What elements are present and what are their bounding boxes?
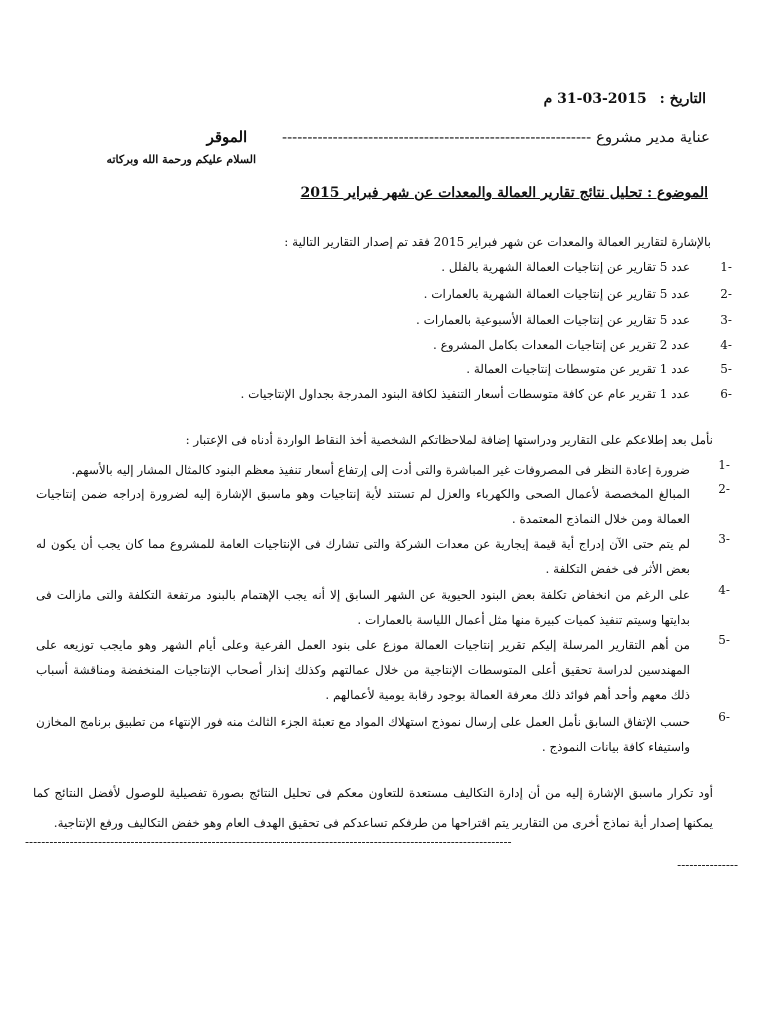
list-item-number: 3-: [720, 313, 732, 327]
note-number: 3-: [718, 532, 730, 546]
intro-paragraph: بالإشارة لتقارير العمالة والمعدات عن شهر فبراير 2015 فقد تم إصدار التقارير التالية :: [284, 235, 711, 249]
list-item-text: عدد 1 تقرير عن متوسطات إنتاجيات العمالة .: [466, 362, 690, 376]
separator-line-tail: ---------------: [677, 858, 738, 872]
addressee-prefix: عناية مدير مشروع: [595, 128, 710, 146]
list-item-number: 6-: [720, 387, 732, 401]
note-text: على الرغم من انخفاض تكلفة بعض البنود الحيوية عن الشهر السابق إلا أنه يجب الإهتمام بالبنود مرتفعة التكلفة والتى مازالت فى بدايتها وسيتم تنفيذ كميات كبيرة منها مثل أعمال اللياسة بالعمارات .: [36, 588, 691, 627]
date-label: التاريخ :: [659, 91, 706, 107]
addressee-title: الموقر: [206, 128, 248, 146]
note-number: 4-: [718, 583, 730, 597]
note-number: 1-: [718, 458, 730, 472]
list-item-number: 5-: [720, 362, 732, 376]
list-item-text: عدد 1 تقرير عام عن كافة متوسطات أسعار التنفيذ لكافة البنود المدرجة بجداول الإنتاجيات .: [240, 387, 690, 401]
date-line: [544, 91, 706, 107]
closing-paragraph: أود تكرار ماسبق الإشارة إليه من أن إدارة التكاليف مستعدة للتعاون معكم فى تحليل النتائج بصورة تفصيلية للوصول لأفضل النتائج كما يمكنها إصدار أية نماذج أخرى من التقارير يتم اقتراحها من طرفكم تساعدكم فى تحقيق الهدف العام وهو خفض التكاليف ورفع الإنتاجية.: [33, 786, 713, 830]
list-item-text: عدد 2 تقرير عن إنتاجيات المعدات بكامل المشروع .: [432, 338, 690, 352]
note-number: 6-: [718, 710, 730, 724]
notes-intro: نأمل بعد إطلاعكم على التقارير ودراستها إضافة لملاحظاتكم الشخصية أخذ النقاط الواردة أدناه فى الإعتبار :: [185, 433, 713, 447]
note-text: المبالغ المخصصة لأعمال الصحى والكهرباء والعزل لم تستند لأية إنتاجيات وهو ماسبق الإشارة إليه لضرورة إدراجه ضمن إنتاجيات العمالة ومن خلال النماذج المعتمدة .: [36, 487, 690, 526]
addressee-blank: -------------------------------------------------------------: [282, 128, 592, 146]
note-text: حسب الإتفاق السابق نأمل العمل على إرسال نموذج استهلاك المواد مع تعبئة الجزء الثالث منه فور الإنتهاء من تطبيق برنامج المخازن واستيفاء كافة بيانات النموذج .: [36, 715, 690, 754]
list-item-number: 4-: [720, 338, 732, 352]
note-number: 5-: [718, 633, 730, 647]
subject-line: الموضوع : تحليل نتائج تقارير العمالة والمعدات عن شهر فبراير 2015: [300, 185, 708, 201]
list-item-text: عدد 5 تقارير عن إنتاجيات العمالة الشهرية بالفلل .: [441, 260, 690, 274]
addressee-line: [207, 128, 710, 146]
greeting: السلام عليكم ورحمة الله وبركاته: [106, 153, 256, 166]
list-item-text: عدد 5 تقارير عن إنتاجيات العمالة الأسبوعية بالعمارات .: [415, 313, 690, 327]
date-value: 31-03-2015 م: [543, 91, 647, 107]
note-text: لم يتم حتى الآن إدراج أية قيمة إيجارية عن معدات الشركة والتى تشارك فى الإنتاجيات العامة للمشروع مما كان يجب أن يكون له بعض الأثر فى خفض التكلفة .: [36, 537, 690, 576]
list-item-text: عدد 5 تقارير عن إنتاجيات العمالة الشهرية بالعمارات .: [423, 287, 690, 301]
note-number: 2-: [718, 482, 730, 496]
separator-line: ------------------------------------------------------------------------------------------------------------------------: [25, 835, 512, 849]
list-item-number: 2-: [720, 287, 732, 301]
list-item-number: 1-: [720, 260, 732, 274]
note-text: ضرورة إعادة النظر فى المصروفات غير المباشرة والتى أدت إلى إرتفاع أسعار تنفيذ معظم البنود كالمثال المشار إليه بالأسهم.: [71, 463, 690, 477]
note-text: من أهم التقارير المرسلة إليكم تقرير إنتاجيات العمالة موزع على بنود العمل الفرعية وعلى أيام الشهر وهو مايجب توزيعه على المهندسين لدراسة تحقيق أعلى المتوسطات الإنتاجية من خلال عمالتهم وكذلك إنذار أصحاب الإنتاجيات المنخفضة ومناقشة أسباب ذلك معهم وأحد أهم فوائد ذلك معرفة العمالة بوجود رقابة يومية لأعمالهم .: [36, 638, 690, 702]
